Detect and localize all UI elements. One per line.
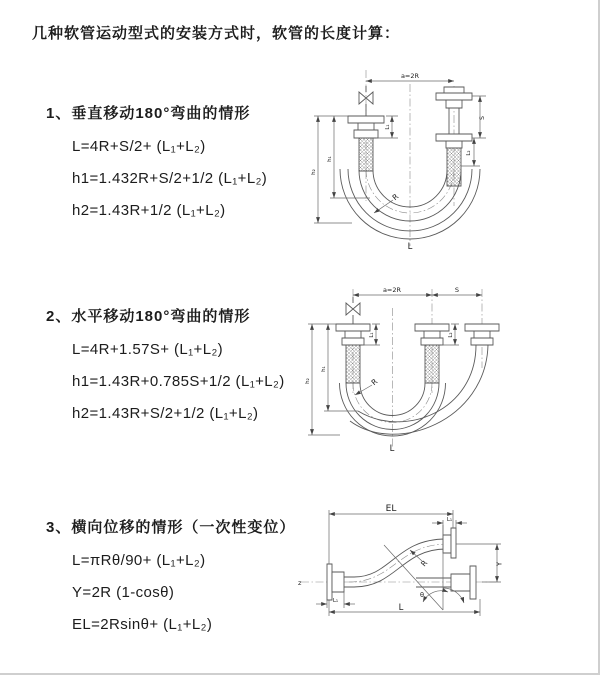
dim-l1-bottom — [316, 592, 355, 608]
figure-horizontal-180 — [300, 283, 590, 463]
dim-label-el: EL — [385, 504, 397, 514]
section-2-heading: 2、水平移动180°弯曲的情形 — [46, 308, 251, 325]
formula-h2: h2=1.43R+S/2+1/2 (L₁+L₂) — [72, 405, 259, 422]
dim-label-l1-bottom: L₁ — [332, 598, 339, 604]
formula-L: L=4R+1.57S+ (L₁+L₂) — [72, 341, 224, 358]
dim-label-s: S — [479, 116, 486, 120]
figure-vertical-180 — [308, 66, 498, 261]
diagram-horizontal-180-bend — [300, 283, 590, 463]
section-1-heading: 1、垂直移动180°弯曲的情形 — [46, 105, 251, 122]
section-vertical-180 — [46, 102, 267, 234]
formula-h2: h2=1.43R+1/2 (L₁+L₂) — [72, 202, 226, 219]
dim-label-y: Y — [495, 561, 504, 567]
formula-L: L=4R+S/2+ (L₁+L₂) — [72, 138, 206, 155]
dim-label-a2r: a=2R — [400, 72, 420, 80]
right-flange-fitting — [436, 87, 472, 186]
valve-icon — [346, 297, 360, 324]
dim-label-l2: L₂ — [448, 332, 454, 338]
section-horizontal-180 — [46, 305, 285, 437]
section-3-heading: 3、横向位移的情形（一次性变位） — [46, 519, 296, 536]
page-title: 几种软管运动型式的安装方式时，软管的长度计算： — [32, 25, 401, 42]
radius-label: R — [418, 558, 430, 569]
dim-label-l1-top: L₁ — [446, 517, 453, 523]
braided-hose-right — [447, 148, 461, 186]
dim-label-l: L — [398, 603, 404, 613]
length-label: L — [389, 444, 395, 454]
dim-s-l2 — [461, 96, 486, 166]
dim-el — [329, 504, 453, 564]
section-lateral-displacement — [46, 516, 295, 648]
figure-lateral-displacement — [296, 500, 591, 650]
dim-label-h1: h₁ — [321, 366, 327, 372]
diagram-lateral-displacement — [296, 500, 591, 650]
radius-callout — [410, 550, 429, 568]
formula-Y: Y=2R (1-cosθ) — [72, 584, 175, 601]
centerlines — [353, 289, 482, 448]
formula-h1: h1=1.43R+0.785S+1/2 (L₁+L₂) — [72, 373, 285, 390]
braided-hose-middle — [425, 345, 439, 383]
dim-label-h1: h₁ — [327, 156, 333, 162]
diagram-vertical-180-bend — [308, 66, 498, 261]
dim-label-s: S — [454, 286, 460, 294]
dim-l — [329, 599, 480, 616]
left-flange-fitting — [336, 324, 370, 383]
dim-label-l1: L₁ — [369, 332, 375, 338]
centerline-mark: z — [298, 579, 302, 587]
dim-l1-top — [432, 517, 467, 535]
radius-label: R — [369, 376, 380, 388]
formula-EL: EL=2Rsinθ+ (L₁+L₂) — [72, 616, 213, 633]
dim-label-h2: h₂ — [305, 378, 311, 384]
left-flange-fitting — [348, 116, 384, 171]
dim-label-a2r: a=2R — [382, 286, 402, 294]
braided-hose-left — [346, 345, 360, 383]
length-label: L — [407, 242, 413, 252]
formula-h1: h1=1.432R+S/2+1/2 (L₁+L₂) — [72, 170, 268, 187]
middle-flange-fitting — [415, 324, 449, 383]
formula-L: L=πRθ/90+ (L₁+L₂) — [72, 552, 206, 569]
angle-label-theta: θ — [420, 591, 424, 599]
top-right-flange — [443, 528, 456, 558]
s-curve-hose — [349, 539, 448, 587]
dim-label-h2: h₂ — [311, 169, 317, 175]
braided-hose-left — [359, 138, 373, 171]
bottom-right-fitting — [416, 566, 476, 599]
dim-label-l1: L₁ — [385, 124, 391, 130]
dim-label-l2: L₂ — [466, 150, 472, 156]
radius-label: R — [390, 191, 401, 203]
dim-a2r — [366, 72, 454, 81]
dim-a2r-s — [353, 286, 482, 295]
